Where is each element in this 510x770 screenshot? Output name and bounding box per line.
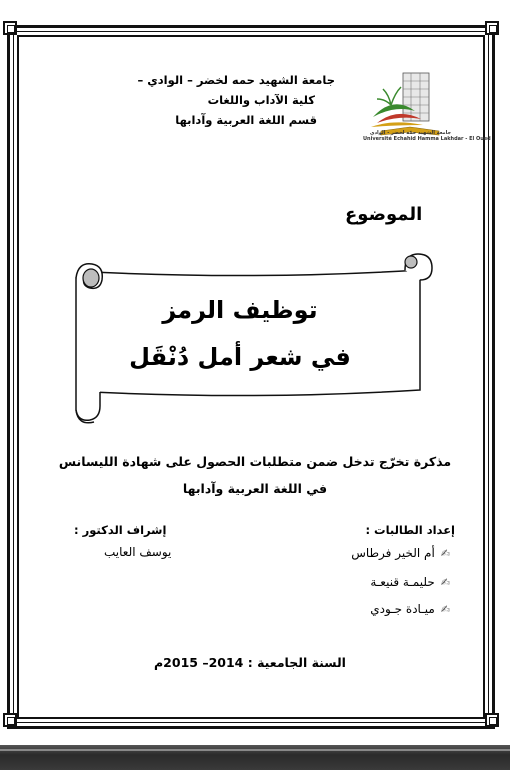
thesis-description-line2: في اللغة العربية وآدابها bbox=[182, 481, 328, 496]
subject-label: الموضوع bbox=[345, 204, 423, 225]
faculty-name: كلية الآداب واللغات bbox=[207, 93, 315, 107]
supervisor-name: يوسف العايب bbox=[104, 545, 172, 559]
students-label: إعداد الطالبات : bbox=[365, 523, 455, 537]
logo-caption: جامعة الشهيد حمّه لخضر - الوادي Université Echahid Hamma Lakhdar - El Oued bbox=[363, 130, 491, 142]
frame-corner-ornament bbox=[3, 713, 17, 727]
scroll-banner bbox=[60, 250, 440, 430]
academic-year: السنة الجامعية : 2014– 2015م bbox=[154, 655, 346, 670]
student-name: ✍ حليمـة قنيعـة bbox=[370, 575, 450, 589]
pen-icon: ✍ bbox=[440, 575, 450, 589]
supervisor-label: إشراف الدكتور : bbox=[74, 523, 167, 537]
student-name: ✍ أم الخير فرطاس bbox=[351, 546, 450, 560]
thesis-title-line2: في شعر أمل دُنْقَل bbox=[129, 343, 351, 371]
thesis-title-line1: توظيف الرمز bbox=[162, 296, 318, 324]
bottom-dark-bar bbox=[0, 745, 510, 770]
frame-corner-ornament bbox=[3, 21, 17, 35]
student-name: ✍ ميـادة جـودي bbox=[370, 602, 450, 616]
frame-corner-ornament bbox=[485, 713, 499, 727]
frame-corner-ornament bbox=[485, 21, 499, 35]
pen-icon: ✍ bbox=[440, 602, 450, 616]
pen-icon: ✍ bbox=[440, 546, 450, 560]
thesis-description-line1: مذكرة تخرّج تدخل ضمن متطلبات الحصول على شهادة الليسانس bbox=[58, 454, 452, 469]
institution-header bbox=[110, 70, 335, 130]
university-name: جامعة الشهيد حمه لخضر – الوادي – bbox=[137, 73, 335, 87]
department-name: قسم اللغة العربية وآدابها bbox=[175, 113, 317, 127]
